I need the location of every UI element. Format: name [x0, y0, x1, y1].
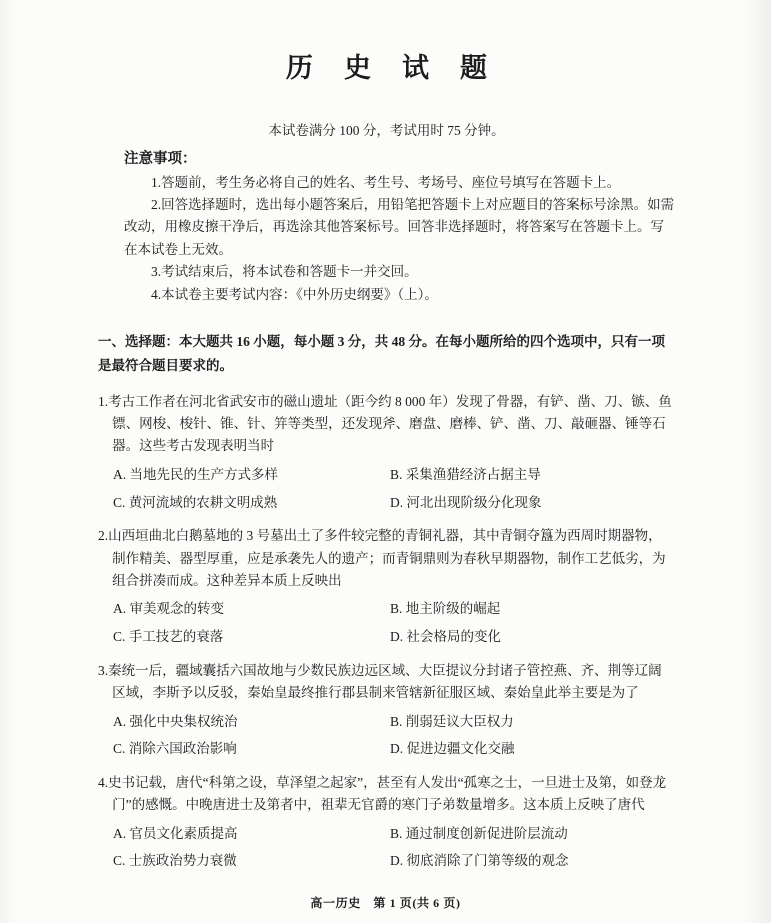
- question-2-options: [98, 595, 675, 650]
- question-3-option-a: A. 强化中央集权统治: [113, 713, 238, 729]
- question-4-option-c: C. 士族政治势力衰微: [113, 853, 237, 869]
- section-heading: 一、选择题：本大题共 16 小题，每小题 3 分，共 48 分。在每小题所给的四个选项中，只有一项是最符合题目要求的。: [98, 334, 665, 374]
- question-4-stem: 4.史书记载，唐代“科第之设，草泽望之起家”，甚至有人发出“孤寒之士，一旦进士及第，如登龙门”的感慨。中晚唐进士及第者中，祖辈无官爵的寒门子弟数量增多。这本质上反映了唐代: [98, 774, 667, 813]
- question-2-stem: 2.山西垣曲北白鹅墓地的 3 号墓出土了多件较完整的青铜礼器，其中青铜夺簋为西周时期器物，制作精美、器型厚重，应是承袭先人的遗产；而青铜鼎则为春秋早期器物，制作工艺低劣，为组合拼凑而成。这种差异本质上反映出: [98, 528, 666, 589]
- question-4-option-d: D. 彻底消除了门第等级的观念: [390, 853, 569, 869]
- question-2: [98, 525, 675, 651]
- question-2-option-d: D. 社会格局的变化: [390, 629, 501, 645]
- question-3: [98, 660, 675, 763]
- question-4-option-a: A. 官员文化素质提高: [113, 825, 238, 841]
- question-4-options: [98, 820, 675, 875]
- question-1-option-a: A. 当地先民的生产方式多样: [113, 466, 278, 482]
- page-footer: 高一历史 第 1 页(共 6 页): [310, 896, 461, 910]
- question-2-option-b: B. 地主阶级的崛起: [390, 601, 501, 617]
- notice-item-4: 4.本试卷主要考试内容：《中外历史纲要》（上）。: [151, 286, 438, 302]
- question-2-option-c: C. 手工技艺的衰落: [113, 629, 224, 645]
- question-1-option-b: B. 采集渔猎经济占据主导: [390, 466, 541, 482]
- question-3-options: [98, 708, 675, 763]
- notice-item-2: 2.回答选择题时，选出每小题答案后，用铅笔把答题卡上对应题目的答案标号涂黑。如需改动，用橡皮擦干净后，再选涂其他答案标号。回答非选择题时，将答案写在答题卡上。写在本试卷上无效。: [124, 197, 675, 257]
- notice-heading: 注意事项：: [124, 151, 197, 167]
- question-4-option-b: B. 通过制度创新促进阶层流动: [390, 825, 568, 841]
- question-3-stem: 3.秦统一后，疆域囊括六国故地与少数民族边远区域、大臣提议分封诸子管控燕、齐、荆等辽阔区域，李斯予以反驳，秦始皇最终推行郡县制来管辖新征服区域、秦始皇此举主要是为了: [98, 662, 662, 701]
- question-3-option-b: B. 削弱廷议大臣权力: [390, 713, 514, 729]
- question-1: [98, 391, 675, 517]
- question-3-option-c: C. 消除六国政治影响: [113, 741, 237, 757]
- question-1-option-d: D. 河北出现阶级分化现象: [390, 494, 542, 510]
- notice-item-1: 1.答题前，考生务必将自己的姓名、考生号、考场号、座位号填写在答题卡上。: [151, 174, 621, 190]
- question-1-option-c: C. 黄河流域的农耕文明成熟: [113, 494, 278, 510]
- notice-item-3: 3.考试结束后，将本试卷和答题卡一并交回。: [151, 264, 418, 280]
- question-1-stem: 1.考古工作者在河北省武安市的磁山遗址（距今约 8 000 年）发现了骨器，有铲、凿、刀、镞、鱼镖、网梭、梭针、锥、针、笄等类型，还发现斧、磨盘、磨棒、铲、凿、刀、敲砸器、锤等石器。这些考古发现表明当时: [98, 393, 672, 454]
- question-3-option-d: D. 促进边疆文化交融: [390, 741, 515, 757]
- question-2-option-a: A. 审美观念的转变: [113, 601, 224, 617]
- notice-section: [124, 147, 675, 306]
- page-title: 历 史 试 题: [285, 53, 500, 83]
- question-4: [98, 772, 675, 875]
- question-1-options: [98, 461, 675, 516]
- exam-meta-line: 本试卷满分 100 分，考试用时 75 分钟。: [268, 123, 505, 138]
